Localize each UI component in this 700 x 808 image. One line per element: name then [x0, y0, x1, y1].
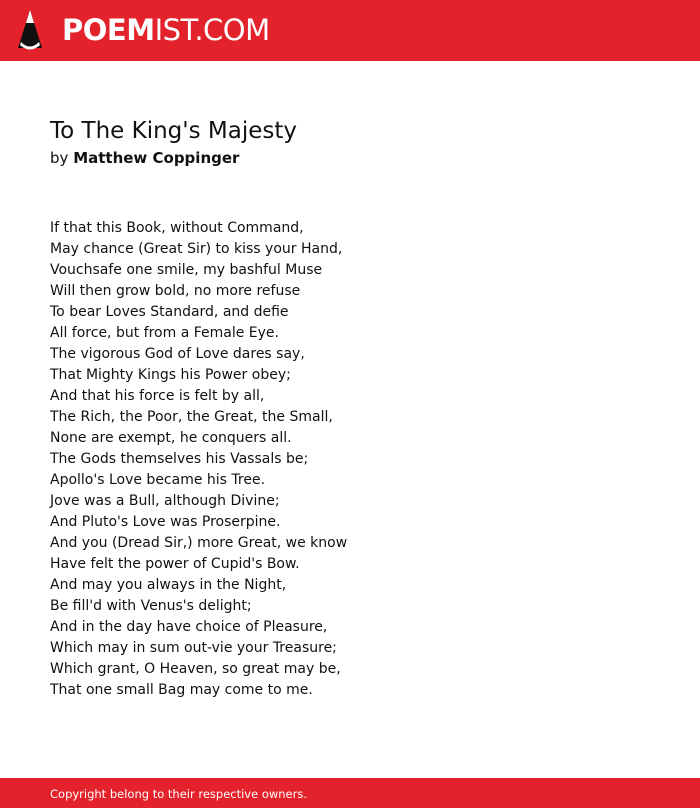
poem-line: The Rich, the Poor, the Great, the Small, [50, 409, 333, 425]
poem-line: That one small Bag may come to me. [50, 682, 313, 698]
poem-line: Have felt the power of Cupid's Bow. [50, 556, 300, 572]
site-logo-text[interactable] [62, 12, 270, 48]
poem-line: Which may in sum out-vie your Treasure; [50, 640, 337, 656]
poem-line: And may you always in the Night, [50, 577, 287, 593]
poem-byline [50, 148, 239, 169]
site-footer [0, 778, 700, 808]
copyright-text: Copyright belong to their respective owners. [50, 787, 308, 801]
poem-author: Matthew Coppinger [73, 149, 240, 167]
poem-line: The Gods themselves his Vassals be; [50, 451, 309, 467]
poem-line: May chance (Great Sir) to kiss your Hand, [50, 241, 343, 257]
poem-line: The vigorous God of Love dares say, [50, 346, 305, 362]
poem-line: That Mighty Kings his Power obey; [50, 367, 291, 383]
pencil-icon[interactable] [18, 10, 42, 51]
poem-line: And that his force is felt by all, [50, 388, 265, 404]
by-label: by [50, 149, 69, 167]
site-header [0, 0, 700, 61]
poem-line: To bear Loves Standard, and defie [50, 304, 289, 320]
poem-line: And you (Dread Sir,) more Great, we know [50, 535, 348, 551]
poem-body [50, 218, 347, 701]
poem-line: All force, but from a Female Eye. [50, 325, 279, 341]
poem-line: Apollo's Love became his Tree. [50, 472, 266, 488]
poem-line: Be fill'd with Venus's delight; [50, 598, 252, 614]
poem-line: Will then grow bold, no more refuse [50, 283, 301, 299]
poem-line: Vouchsafe one smile, my bashful Muse [50, 262, 323, 278]
poem-line: Which grant, O Heaven, so great may be, [50, 661, 341, 677]
poem-line: If that this Book, without Command, [50, 220, 304, 236]
brand-light: IST.COM [154, 13, 270, 47]
poem-title: To The King's Majesty [50, 118, 297, 144]
brand-strong: POEM [62, 13, 155, 47]
poem-line: And Pluto's Love was Proserpine. [50, 514, 281, 530]
poem-line: And in the day have choice of Pleasure, [50, 619, 328, 635]
poem-line: Jove was a Bull, although Divine; [50, 493, 280, 509]
poem-line: None are exempt, he conquers all. [50, 430, 292, 446]
